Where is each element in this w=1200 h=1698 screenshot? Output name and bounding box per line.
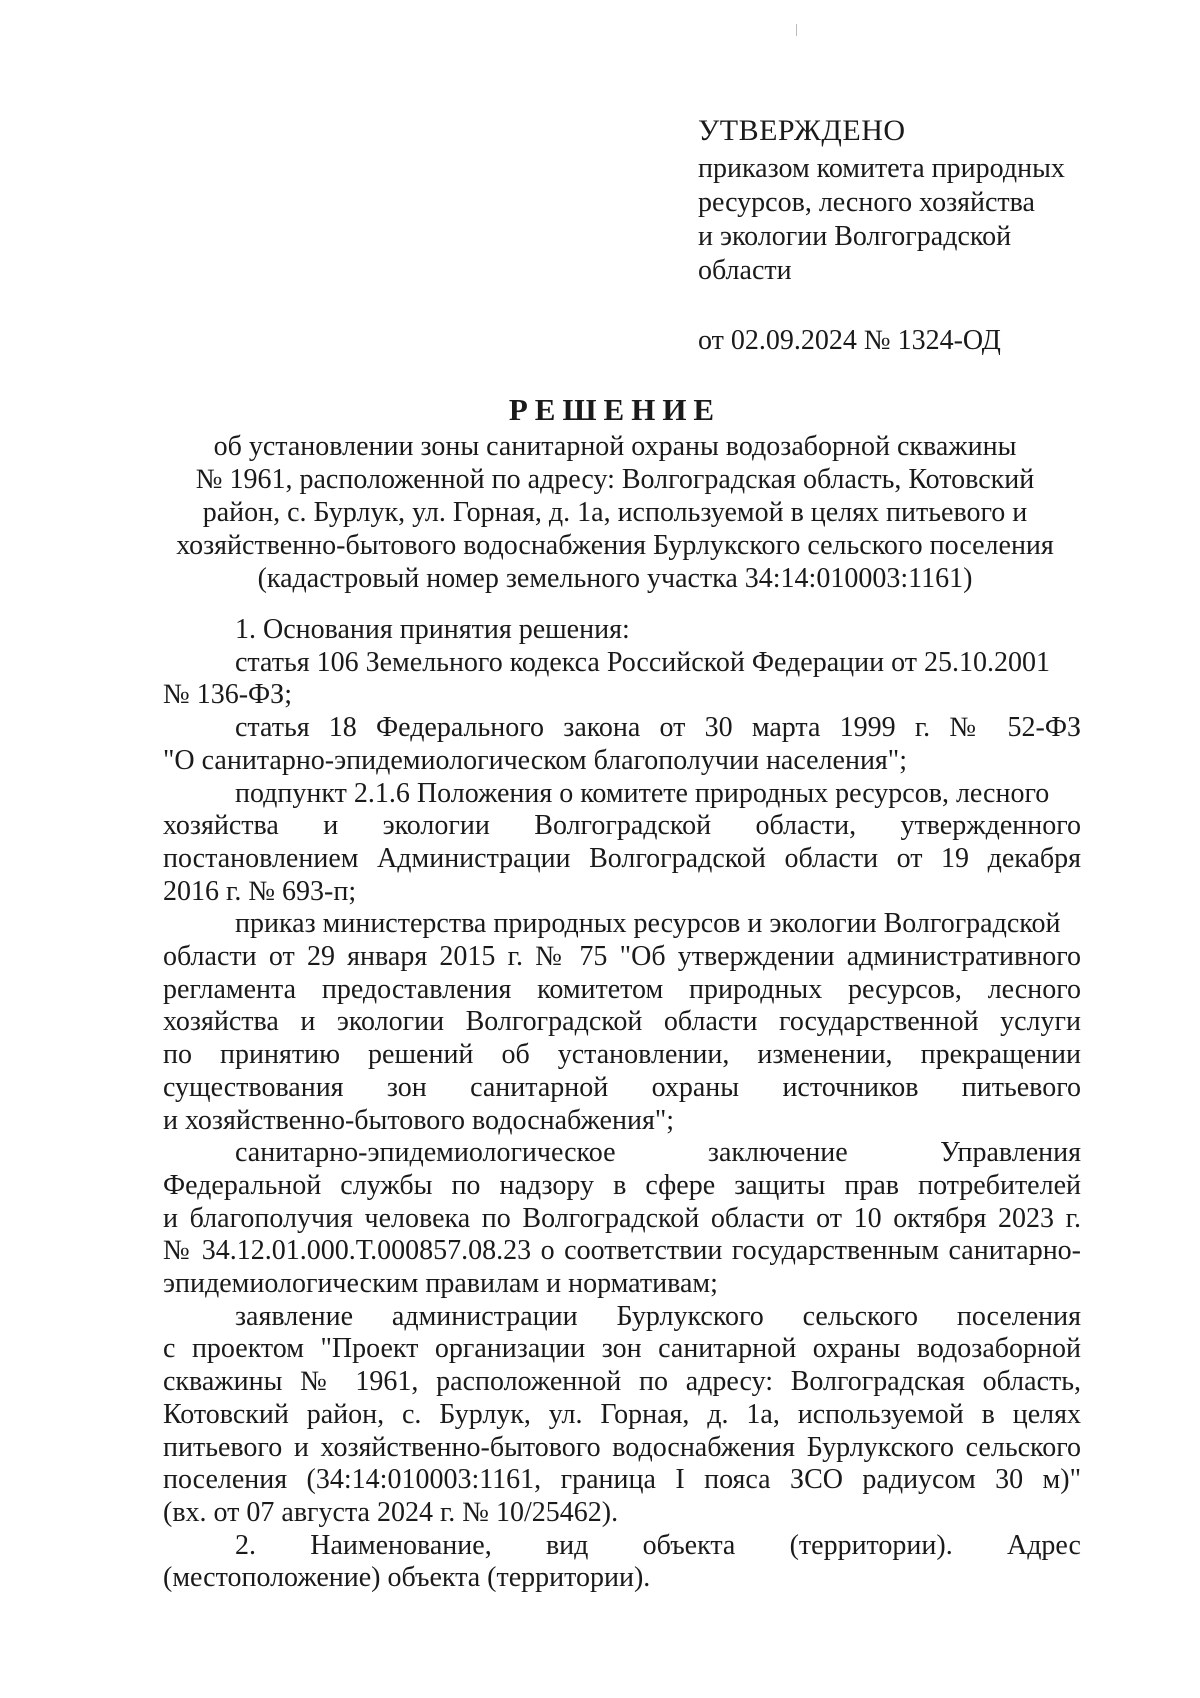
order-date-number: от 02.09.2024 № 1324-ОД <box>698 325 1001 356</box>
decision-title-block <box>150 392 1080 595</box>
body-line: эпидемиологическим правилам и нормативам; <box>163 1268 718 1300</box>
body-line: подпункт 2.1.6 Положения о комитете природных ресурсов, лесного <box>235 777 1050 809</box>
approval-line: ресурсов, лесного хозяйства <box>698 187 1035 218</box>
body-line: приказ министерства природных ресурсов и экологии Волгоградской <box>235 908 1061 940</box>
approved-label: УТВЕРЖДЕНО <box>698 114 906 147</box>
body-line: санитарно-эпидемиологическое заключение Управления <box>235 1137 1081 1169</box>
body-line: 1. Основания принятия решения: <box>235 614 630 645</box>
approval-line: области <box>698 255 792 286</box>
body-line: хозяйства и экологии Волгоградской области, утвержденного <box>163 810 1081 842</box>
body-line: питьевого и хозяйственно-бытового водоснабжения Бурлукского сельского <box>163 1431 1081 1463</box>
scan-mark <box>796 24 797 36</box>
body-line: хозяйства и экологии Волгоградской области государственной услуги <box>163 1006 1081 1038</box>
title-line: хозяйственно-бытового водоснабжения Бурлукского сельского поселения <box>176 530 1054 561</box>
body-line: заявление администрации Бурлукского сельского поселения <box>235 1300 1081 1332</box>
body-line: и хозяйственно-бытового водоснабжения"; <box>163 1104 675 1136</box>
title-line: район, с. Бурлук, ул. Горная, д. 1а, используемой в целях питьевого и <box>202 497 1028 528</box>
body-line: регламента предоставления комитетом природных ресурсов, лесного <box>163 973 1081 1005</box>
body-line: 2016 г. № 693-п; <box>163 875 357 907</box>
body-line: по принятию решений об установлении, изменении, прекращении <box>163 1039 1081 1071</box>
body-line: скважины № 1961, расположенной по адресу: Волгоградская область, <box>163 1366 1081 1398</box>
body-line: 2. Наименование, вид объекта (территории). Адрес <box>235 1529 1081 1561</box>
approval-line: и экологии Волгоградской <box>698 221 1012 252</box>
body-line: "О санитарно-эпидемиологическом благополучии населения"; <box>163 744 908 776</box>
body-line: Федеральной службы по надзору в сфере защиты прав потребителей <box>163 1169 1081 1201</box>
body-line: статья 106 Земельного кодекса Российской Федерации от 25.10.2001 <box>235 646 1050 678</box>
body-line: (вх. от 07 августа 2024 г. № 10/25462). <box>163 1496 619 1528</box>
body-line: Котовский район, с. Бурлук, ул. Горная, д. 1а, используемой в целях <box>163 1398 1081 1430</box>
body-line: статья 18 Федерального закона от 30 марта 1999 г. № 52-ФЗ <box>235 712 1081 744</box>
body-line: № 136-ФЗ; <box>163 679 292 711</box>
body-line: № 34.12.01.000.Т.000857.08.23 о соответствии государственным санитарно- <box>163 1235 1081 1267</box>
body-line: существования зон санитарной охраны источников питьевого <box>163 1071 1081 1103</box>
body-line: и благополучия человека по Волгоградской области от 10 октября 2023 г. <box>163 1202 1081 1234</box>
document-heading: РЕШЕНИЕ <box>508 392 722 427</box>
body-line: области от 29 января 2015 г. № 75 "Об утверждении административного <box>163 941 1081 973</box>
document-body <box>163 614 1081 1595</box>
approval-line: приказом комитета природных <box>698 153 1065 184</box>
approval-stamp <box>698 114 1118 358</box>
body-line: поселения (34:14:010003:1161, граница I пояса ЗСО радиусом 30 м)" <box>163 1464 1081 1496</box>
title-line: об установлении зоны санитарной охраны водозаборной скважины <box>213 431 1017 462</box>
body-line: постановлением Администрации Волгоградской области от 19 декабря <box>163 842 1081 874</box>
body-line: (местоположение) объекта (территории). <box>163 1562 651 1594</box>
body-line: с проектом "Проект организации зон санитарной охраны водозаборной <box>163 1333 1081 1365</box>
title-line: (кадастровый номер земельного участка 34:14:010003:1161) <box>257 563 973 594</box>
title-line: № 1961, расположенной по адресу: Волгоградская область, Котовский <box>195 464 1035 495</box>
